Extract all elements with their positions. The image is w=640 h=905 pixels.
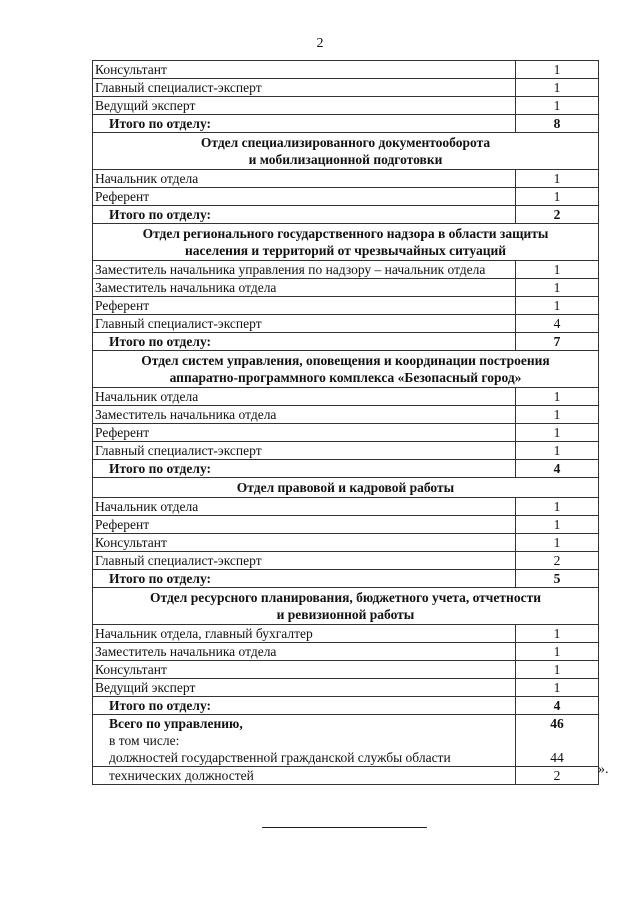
breakdown-count: 44	[516, 749, 599, 767]
count-cell: 1	[516, 388, 599, 406]
table-row	[93, 97, 599, 115]
table-row	[93, 188, 599, 206]
position-cell: Начальник отдела	[93, 170, 516, 188]
department-title-line: Отдел регионального государственного надзора в области защиты	[142, 226, 549, 241]
department-title-line: и ревизионной работы	[276, 607, 415, 622]
total-label: Итого по отделу:	[93, 570, 516, 588]
breakdown-label: технических должностей	[93, 767, 516, 785]
count-cell: 1	[516, 97, 599, 115]
grand-total-row	[93, 715, 599, 733]
grand-total-count: 46	[516, 715, 599, 733]
count-cell: 1	[516, 643, 599, 661]
table-row	[93, 552, 599, 570]
grand-total-subtitle-row	[93, 732, 599, 749]
grand-total-subtitle: в том числе:	[93, 732, 516, 749]
count-cell: 2	[516, 552, 599, 570]
position-cell: Консультант	[93, 661, 516, 679]
department-total-row	[93, 460, 599, 478]
count-cell: 1	[516, 297, 599, 315]
count-cell: 1	[516, 661, 599, 679]
count-cell: 4	[516, 315, 599, 333]
table-row	[93, 625, 599, 643]
table-row	[93, 661, 599, 679]
count-cell: 1	[516, 79, 599, 97]
department-header-row	[93, 133, 599, 170]
department-header-row	[93, 351, 599, 388]
total-count: 4	[516, 697, 599, 715]
position-cell: Главный специалист-эксперт	[93, 552, 516, 570]
position-cell: Главный специалист-эксперт	[93, 442, 516, 460]
department-title	[93, 133, 599, 170]
department-total-row	[93, 206, 599, 224]
position-cell: Референт	[93, 188, 516, 206]
count-cell: 1	[516, 534, 599, 552]
position-cell: Заместитель начальника управления по надзору – начальник отдела	[93, 261, 516, 279]
department-title	[93, 478, 599, 498]
breakdown-row	[93, 767, 599, 785]
closing-quote-mark: ».	[598, 762, 609, 777]
department-header-row	[93, 224, 599, 261]
department-header-row	[93, 478, 599, 498]
department-title	[93, 351, 599, 388]
department-header-row	[93, 588, 599, 625]
count-cell: 1	[516, 261, 599, 279]
position-cell: Консультант	[93, 61, 516, 79]
breakdown-row	[93, 749, 599, 767]
total-label: Итого по отделу:	[93, 333, 516, 351]
count-cell: 1	[516, 516, 599, 534]
count-cell: 1	[516, 442, 599, 460]
department-title-line: и мобилизационной подготовки	[248, 152, 443, 167]
total-label: Итого по отделу:	[93, 115, 516, 133]
position-cell: Главный специалист-эксперт	[93, 315, 516, 333]
count-cell: 1	[516, 406, 599, 424]
total-label: Итого по отделу:	[93, 697, 516, 715]
total-count: 7	[516, 333, 599, 351]
table-row	[93, 315, 599, 333]
position-cell: Референт	[93, 424, 516, 442]
position-cell: Начальник отдела	[93, 498, 516, 516]
table-row	[93, 261, 599, 279]
table-row	[93, 679, 599, 697]
department-title-line: Отдел систем управления, оповещения и координации построения	[141, 353, 550, 368]
total-count: 2	[516, 206, 599, 224]
department-title-line: населения и территорий от чрезвычайных ситуаций	[184, 243, 507, 258]
department-title-line: Отдел ресурсного планирования, бюджетного учета, отчетности	[150, 590, 541, 605]
count-cell: 1	[516, 279, 599, 297]
empty-cell	[516, 732, 599, 749]
position-cell: Референт	[93, 516, 516, 534]
total-count: 5	[516, 570, 599, 588]
department-title	[93, 224, 599, 261]
total-label: Итого по отделу:	[93, 206, 516, 224]
total-label: Итого по отделу:	[93, 460, 516, 478]
position-cell: Начальник отдела, главный бухгалтер	[93, 625, 516, 643]
department-title-line: Отдел правовой и кадровой работы	[236, 480, 455, 495]
footer-divider	[262, 827, 427, 828]
breakdown-label: должностей государственной гражданской службы области	[93, 749, 516, 767]
count-cell: 1	[516, 679, 599, 697]
grand-total-label: Всего по управлению,	[93, 715, 516, 733]
count-cell: 1	[516, 625, 599, 643]
department-total-row	[93, 333, 599, 351]
table-row	[93, 279, 599, 297]
department-total-row	[93, 570, 599, 588]
position-cell: Референт	[93, 297, 516, 315]
position-cell: Заместитель начальника отдела	[93, 643, 516, 661]
department-total-row	[93, 697, 599, 715]
position-cell: Заместитель начальника отдела	[93, 279, 516, 297]
table-row	[93, 297, 599, 315]
position-cell: Главный специалист-эксперт	[93, 79, 516, 97]
count-cell: 1	[516, 188, 599, 206]
staffing-table	[92, 60, 599, 785]
table-row	[93, 79, 599, 97]
staffing-table-body	[93, 61, 599, 785]
department-title	[93, 588, 599, 625]
table-row	[93, 406, 599, 424]
position-cell: Заместитель начальника отдела	[93, 406, 516, 424]
table-row	[93, 424, 599, 442]
department-total-row	[93, 115, 599, 133]
total-count: 4	[516, 460, 599, 478]
count-cell: 1	[516, 498, 599, 516]
position-cell: Консультант	[93, 534, 516, 552]
count-cell: 1	[516, 61, 599, 79]
position-cell: Ведущий эксперт	[93, 679, 516, 697]
table-row	[93, 61, 599, 79]
count-cell: 1	[516, 424, 599, 442]
position-cell: Ведущий эксперт	[93, 97, 516, 115]
table-row	[93, 643, 599, 661]
department-title-line: аппаратно-программного комплекса «Безопасный город»	[169, 370, 522, 385]
table-row	[93, 442, 599, 460]
table-row	[93, 170, 599, 188]
position-cell: Начальник отдела	[93, 388, 516, 406]
breakdown-count: 2	[516, 767, 599, 785]
table-row	[93, 516, 599, 534]
table-row	[93, 534, 599, 552]
count-cell: 1	[516, 170, 599, 188]
table-row	[93, 498, 599, 516]
total-count: 8	[516, 115, 599, 133]
table-row	[93, 388, 599, 406]
department-title-line: Отдел специализированного документооборота	[200, 135, 491, 150]
page-number: 2	[316, 36, 324, 51]
